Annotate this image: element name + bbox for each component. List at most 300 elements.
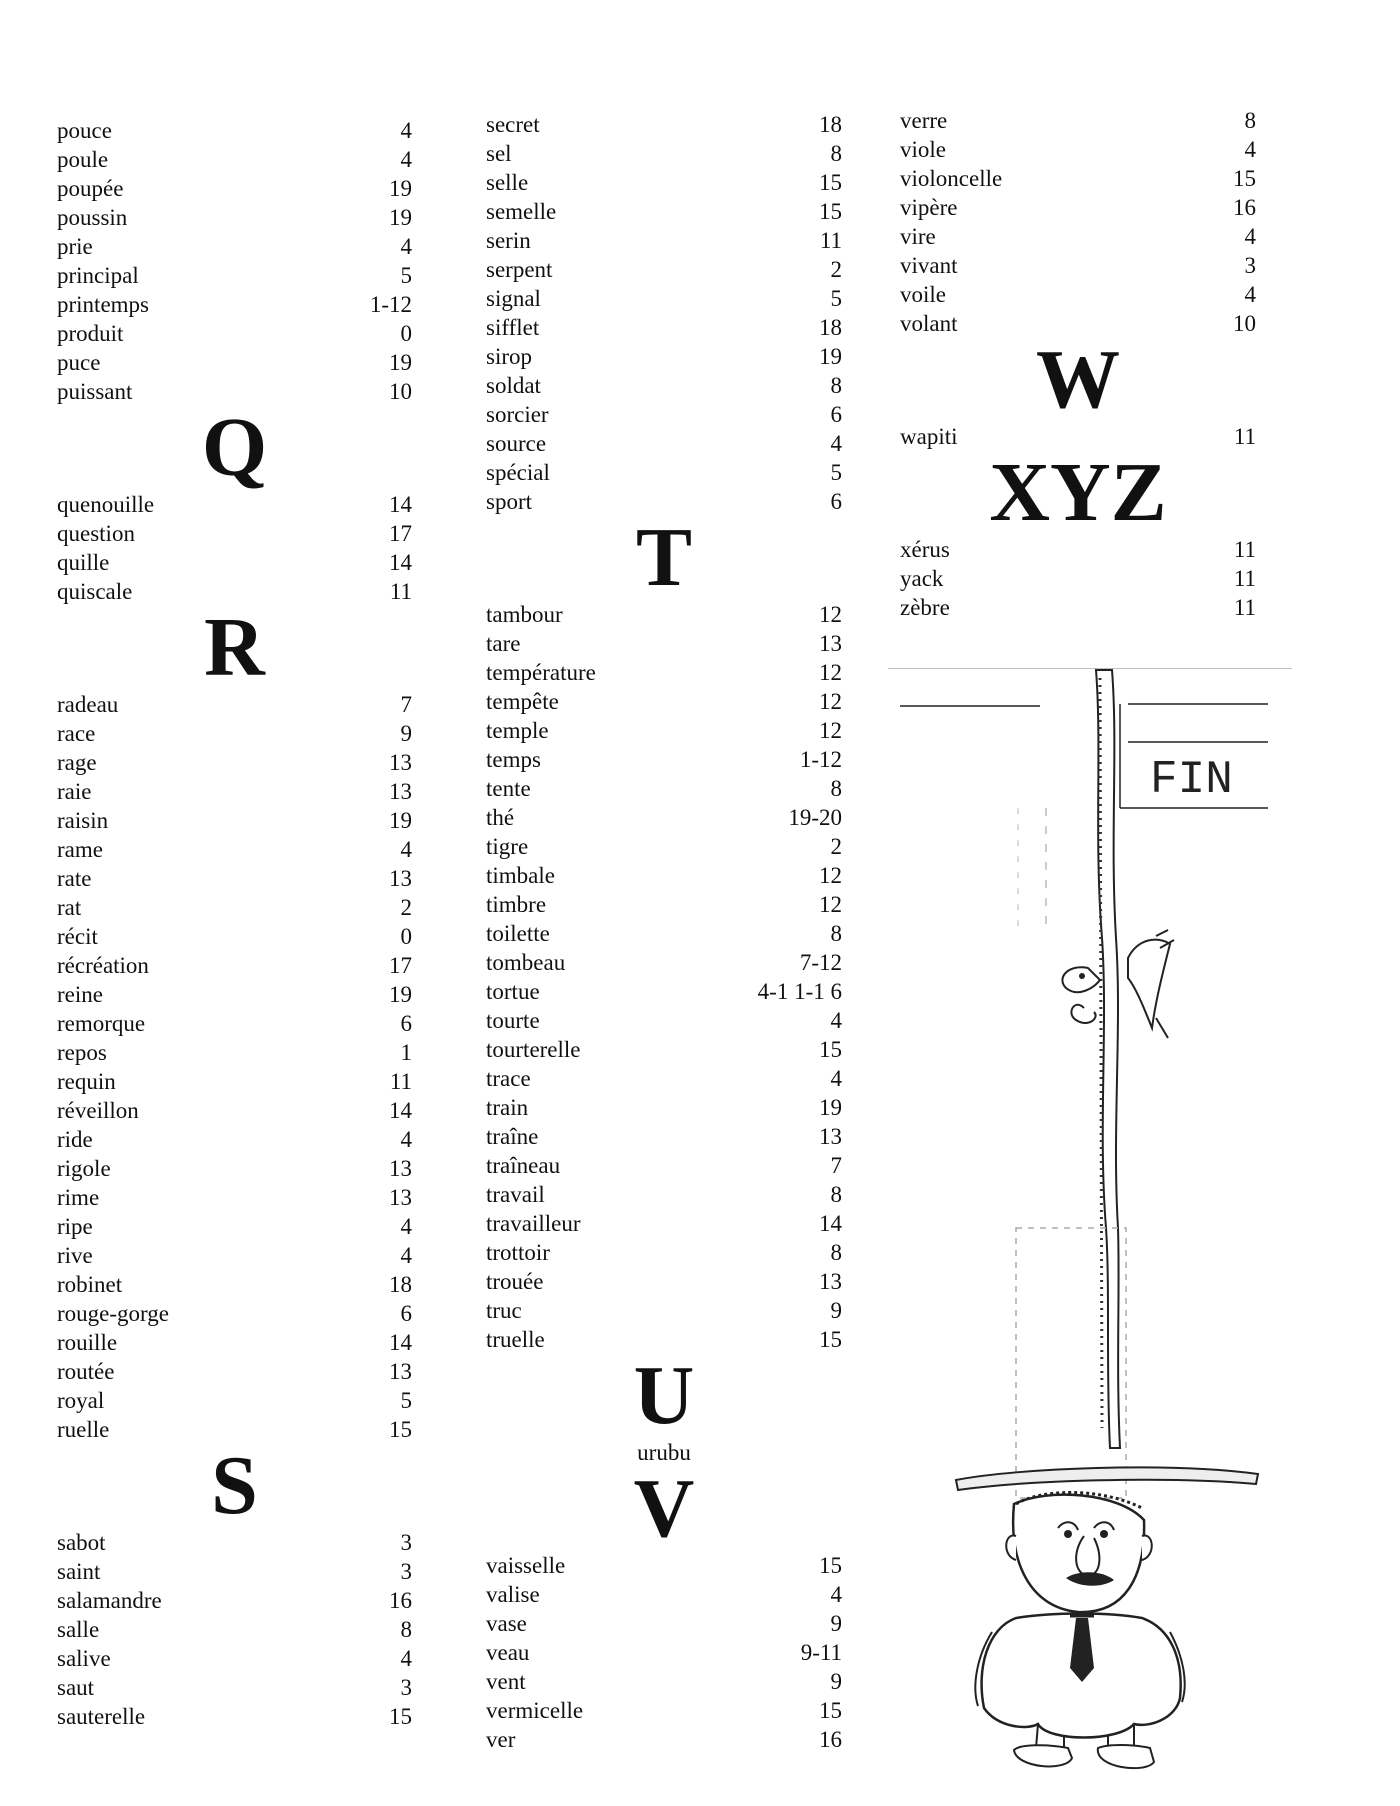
index-word: principal [57,263,139,288]
index-entry [900,222,1256,251]
index-word: zèbre [900,595,950,620]
index-entry [486,429,842,458]
index-word: reine [57,982,103,1007]
pole-texture [1100,678,1102,1428]
page-reference: 14 [389,550,412,575]
index-word: train [486,1095,529,1120]
index-entry [900,280,1256,309]
index-word: sauterelle [57,1704,146,1729]
index-word: vipère [900,195,958,220]
index-word: poule [57,147,109,172]
page-reference: 13 [389,1185,412,1210]
page-reference: 4 [400,1127,412,1152]
index-entry [486,745,842,774]
index-word: spécial [486,460,550,485]
index-word: ver [486,1727,516,1752]
index-entry [486,948,842,977]
index-entry [57,1386,412,1415]
index-entry [486,1006,842,1035]
index-word: sabot [57,1530,106,1555]
page-reference: 18 [819,112,842,137]
index-entry [486,226,842,255]
page-reference: 6 [400,1011,412,1036]
index-entry [57,319,412,348]
page-reference: 19 [389,808,412,833]
index-word: raisin [57,808,109,833]
index-entry [486,890,842,919]
index-entry [57,203,412,232]
shoe-left [1014,1745,1072,1766]
page-reference: 6 [830,489,842,514]
page-reference: 8 [830,141,842,166]
index-column-1 [57,116,412,1731]
page-reference: 16 [1233,195,1256,220]
page-reference: 9 [830,1298,842,1323]
index-entry [57,1096,412,1125]
index-word: raie [57,779,92,804]
page-reference: 11 [389,1069,412,1094]
index-word: tente [486,776,531,801]
index-word: remorque [57,1011,146,1036]
page-reference: 16 [389,1588,412,1613]
page-reference: 8 [830,776,842,801]
man-with-tall-hat-icon [888,668,1292,1778]
index-entry [57,1212,412,1241]
index-word: wapiti [900,424,958,449]
page-reference: 4 [400,118,412,143]
index-word: travailleur [486,1211,581,1236]
index-word: sorcier [486,402,549,427]
index-word: sirop [486,344,532,369]
index-word: tombeau [486,950,566,975]
page-reference: 9-11 [800,1640,842,1665]
page-reference: 18 [819,315,842,340]
index-word: truelle [486,1327,545,1352]
page-reference: 18 [389,1272,412,1297]
page-reference: 11 [819,228,842,253]
section-letter-w: W [1036,333,1120,426]
index-word: tortue [486,979,540,1004]
page-reference: 8 [830,1240,842,1265]
page-reference: 19 [389,176,412,201]
index-entry [57,1241,412,1270]
page-reference: 7 [400,692,412,717]
index-word: truc [486,1298,522,1323]
page-reference: 4 [830,1582,842,1607]
index-entry [57,806,412,835]
page-reference: 1-12 [369,292,412,317]
index-word: pouce [57,118,112,143]
index-entry [57,1038,412,1067]
page-reference: 9 [830,1611,842,1636]
index-entry [57,1557,412,1586]
index-word: timbre [486,892,547,917]
index-entry [57,835,412,864]
page-reference: 16 [819,1727,842,1752]
index-word: poussin [57,205,128,230]
section-letter-s: S [211,1439,258,1532]
page-reference: 19-20 [788,805,842,830]
index-word: vire [900,224,936,249]
page-reference: 12 [819,718,842,743]
page-reference: 15 [819,1037,842,1062]
index-word: temps [486,747,541,772]
index-word: réveillon [57,1098,139,1123]
page-reference: 2 [830,834,842,859]
index-word: vermicelle [486,1698,584,1723]
page-reference: 7-12 [799,950,842,975]
index-word: robinet [57,1272,123,1297]
index-entry [57,116,412,145]
index-word: race [57,721,96,746]
index-entry [486,1638,842,1667]
index-word: radeau [57,692,119,717]
index-column-3 [900,106,1256,622]
index-entry [57,1702,412,1731]
page-reference: 13 [819,631,842,656]
index-entry [486,1580,842,1609]
shoe-right [1098,1745,1154,1768]
page-reference: 0 [400,924,412,949]
index-entry [486,1180,842,1209]
index-entry [900,193,1256,222]
index-word: xérus [900,537,950,562]
index-entry [57,1270,412,1299]
page-reference: 8 [830,373,842,398]
page-reference: 9 [400,721,412,746]
index-entry [486,716,842,745]
index-word: prie [57,234,93,259]
index-word: trace [486,1066,531,1091]
index-entry [57,1586,412,1615]
index-word: tempête [486,689,559,714]
index-word: source [486,431,547,456]
index-word: viole [900,137,946,162]
index-entry [57,864,412,893]
index-word: temple [486,718,549,743]
index-entry [57,548,412,577]
page-reference: 8 [830,921,842,946]
index-word: tourterelle [486,1037,581,1062]
index-entry [900,135,1256,164]
page-reference: 0 [400,321,412,346]
index-word: voile [900,282,946,307]
index-entry [486,1093,842,1122]
index-word: récit [57,924,98,949]
index-entry [57,1615,412,1644]
index-entry [57,1673,412,1702]
index-word: rate [57,866,92,891]
index-entry [486,803,842,832]
page-reference: 2 [830,257,842,282]
section-letter-r: R [204,601,265,694]
hat-brim [956,1467,1258,1490]
index-entry [57,893,412,922]
index-entry [57,1528,412,1557]
index-word: sifflet [486,315,540,340]
index-word: vivant [900,253,958,278]
index-entry [486,110,842,139]
index-entry [57,980,412,1009]
index-word: selle [486,170,529,195]
page-reference: 11 [1233,424,1256,449]
index-entry [57,1183,412,1212]
index-word-urubu: urubu [637,1440,691,1465]
page-reference: 4 [400,147,412,172]
index-column-2 [486,110,842,1754]
page-reference: 6 [830,402,842,427]
index-word: soldat [486,373,541,398]
page-reference: 4 [830,1008,842,1033]
index-entry [900,106,1256,135]
index-entry [57,951,412,980]
page-reference: 13 [389,1156,412,1181]
index-entry [486,168,842,197]
index-word: récréation [57,953,149,978]
index-word: volant [900,311,958,336]
index-entry [57,261,412,290]
index-entry [486,342,842,371]
index-entry [486,658,842,687]
index-entry [57,490,412,519]
page-reference: 5 [830,286,842,311]
page-reference: 15 [819,170,842,195]
index-entry [486,1151,842,1180]
page-reference: 5 [400,263,412,288]
section-letter-xyz: XYZ [989,446,1167,539]
index-entry [486,1667,842,1696]
page-reference: 2 [400,895,412,920]
index-entry [57,719,412,748]
index-entry [486,1267,842,1296]
index-word: saut [57,1675,95,1700]
index-word: repos [57,1040,107,1065]
index-word: rouille [57,1330,118,1355]
index-entry [900,564,1256,593]
index-word: puce [57,350,101,375]
index-word: puissant [57,379,133,404]
index-entry [57,232,412,261]
page-reference: 5 [830,460,842,485]
index-entry [486,687,842,716]
page-reference: 4 [1244,137,1256,162]
index-entry [486,284,842,313]
page-reference: 8 [400,1617,412,1642]
index-entry [57,748,412,777]
fin-sign-text: FIN [1150,754,1233,806]
index-entry [486,255,842,284]
index-word: tigre [486,834,529,859]
page-reference: 19 [819,344,842,369]
index-entry [57,1299,412,1328]
page-reference: 12 [819,892,842,917]
index-word: requin [57,1069,116,1094]
index-entry [900,164,1256,193]
index-word: yack [900,566,944,591]
page-reference: 13 [819,1124,842,1149]
index-entry [57,1328,412,1357]
index-entry [486,1551,842,1580]
index-entry [486,1064,842,1093]
index-entry [57,174,412,203]
index-entry [57,1357,412,1386]
page-reference: 17 [389,953,412,978]
page-reference: 19 [389,205,412,230]
index-entry [486,1725,842,1754]
index-word: toilette [486,921,550,946]
index-word: tare [486,631,521,656]
index-word: ripe [57,1214,93,1239]
index-word: poupée [57,176,124,201]
section-letter-t: T [635,511,693,604]
index-word: travail [486,1182,545,1207]
index-word: secret [486,112,540,137]
page-reference: 3 [400,1559,412,1584]
index-word: salive [57,1646,111,1671]
index-entry [57,690,412,719]
index-word: quenouille [57,492,155,517]
page-reference: 9 [830,1669,842,1694]
index-word: rive [57,1243,93,1268]
page-reference: 13 [389,1359,412,1384]
page-reference: 4 [400,1243,412,1268]
page-reference: 4 [400,837,412,862]
page-reference: 11 [389,579,412,604]
section-letter-u: U [633,1349,695,1442]
page-reference: 19 [389,982,412,1007]
index-entry [900,593,1256,622]
page-reference: 11 [1233,566,1256,591]
page-reference: 13 [819,1269,842,1294]
index-word: question [57,521,135,546]
index-word: traîneau [486,1153,561,1178]
index-word: verre [900,108,948,133]
page-reference: 15 [819,1553,842,1578]
page-reference: 1-12 [799,747,842,772]
index-word: rat [57,895,82,920]
page-reference: 19 [389,350,412,375]
page-reference: 12 [819,689,842,714]
index-entry [486,458,842,487]
index-word: thé [486,805,515,830]
index-word: rouge-gorge [57,1301,169,1326]
index-word: timbale [486,863,555,888]
index-entry [486,1609,842,1638]
page-reference: 15 [1233,166,1256,191]
index-word: trottoir [486,1240,550,1265]
index-word: serpent [486,257,553,282]
page-reference: 10 [1233,311,1256,336]
index-word: sport [486,489,532,514]
index-entry [900,535,1256,564]
index-entry [486,1209,842,1238]
index-entry [486,629,842,658]
index-word: salle [57,1617,100,1642]
page-reference: 12 [819,602,842,627]
page-reference: 19 [819,1095,842,1120]
index-word: tambour [486,602,563,627]
page-reference: 4 [1244,282,1256,307]
page-reference: 4 [400,1214,412,1239]
page-reference: 7 [830,1153,842,1178]
index-word: violoncelle [900,166,1003,191]
page-reference: 15 [819,1327,842,1352]
index-word: serin [486,228,531,253]
page-reference: 4 [830,431,842,456]
index-entry [486,977,842,1006]
index-word: quille [57,550,110,575]
page-reference: 14 [389,1330,412,1355]
bird [1062,967,1100,992]
index-entry [486,400,842,429]
index-entry [57,1067,412,1096]
index-entry [57,145,412,174]
index-word: salamandre [57,1588,162,1613]
page-reference: 4 [400,234,412,259]
index-word: vaisselle [486,1553,566,1578]
page-reference: 10 [389,379,412,404]
index-word: sel [486,141,512,166]
index-entry [57,348,412,377]
index-word: valise [486,1582,540,1607]
page-reference: 4 [400,1646,412,1671]
index-entry [486,139,842,168]
index-entry [486,600,842,629]
index-entry [486,371,842,400]
index-entry [486,1238,842,1267]
index-word: royal [57,1388,105,1413]
page-reference: 8 [1244,108,1256,133]
index-entry [57,1125,412,1154]
page-reference: 4 [830,1066,842,1091]
section-letter-q: Q [201,401,268,494]
page-reference: 17 [389,521,412,546]
page-reference: 13 [389,866,412,891]
pole [1096,670,1120,1448]
index-entry [486,1296,842,1325]
index-word: ruelle [57,1417,110,1442]
index-word: trouée [486,1269,544,1294]
index-word: saint [57,1559,101,1584]
index-entry [486,919,842,948]
index-word: vase [486,1611,527,1636]
page-reference: 3 [400,1675,412,1700]
page-reference: 15 [389,1417,412,1442]
index-entry [486,774,842,803]
page-reference: 5 [400,1388,412,1413]
page-reference: 14 [819,1211,842,1236]
index-entry [57,290,412,319]
index-word: rime [57,1185,100,1210]
index-word: vent [486,1669,526,1694]
index-word: rigole [57,1156,111,1181]
page-reference: 15 [819,1698,842,1723]
index-entry [486,313,842,342]
index-entry [486,861,842,890]
page-reference: 12 [819,863,842,888]
index-entry [900,251,1256,280]
index-word: printemps [57,292,149,317]
index-entry [486,832,842,861]
index-word: semelle [486,199,557,224]
page-reference: 1 [400,1040,412,1065]
page-reference: 12 [819,660,842,685]
page-reference: 14 [389,1098,412,1123]
page-reference: 6 [400,1301,412,1326]
page-reference: 4 [1244,224,1256,249]
index-entry [486,1696,842,1725]
index-word: signal [486,286,541,311]
